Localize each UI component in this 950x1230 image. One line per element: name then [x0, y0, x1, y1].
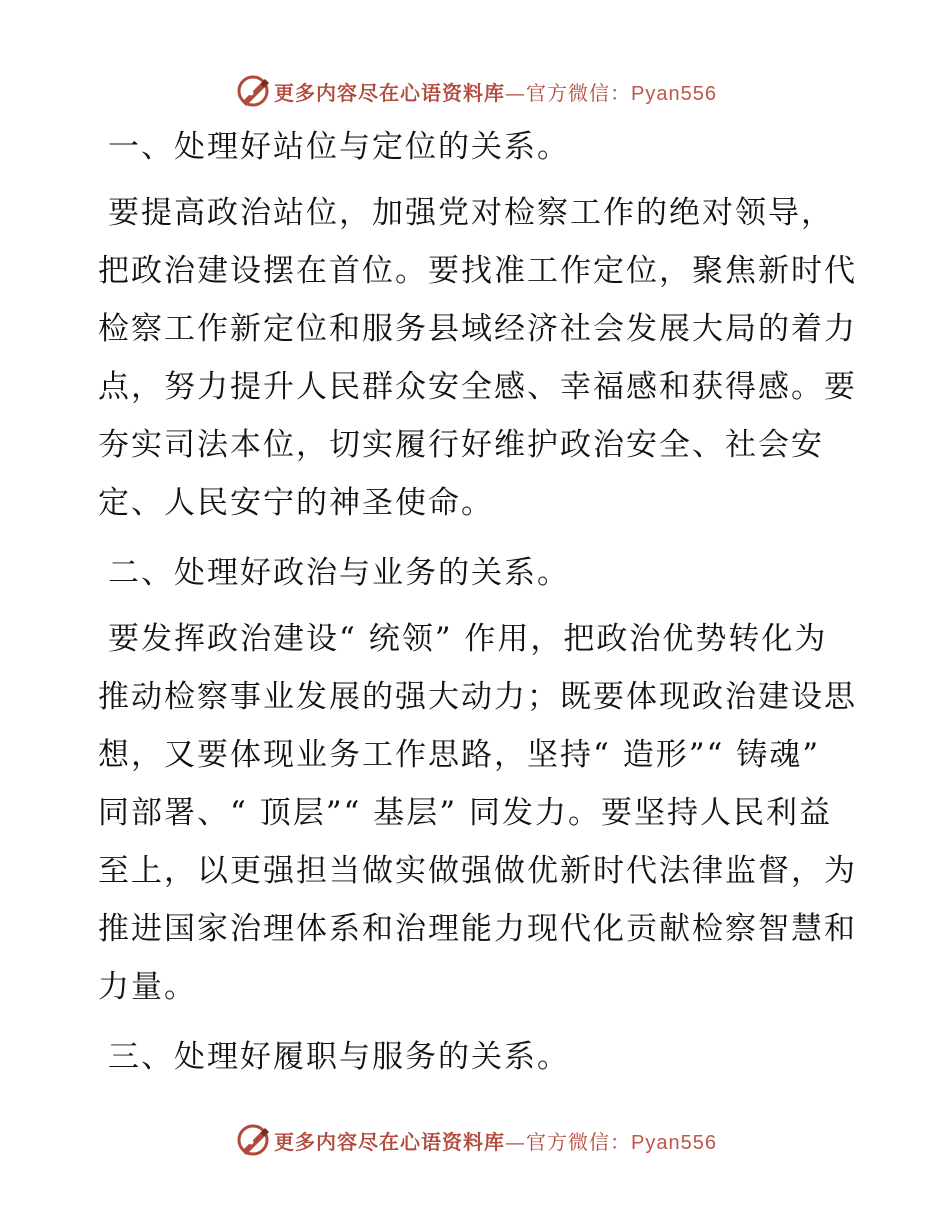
pen-logo-icon — [236, 1123, 270, 1157]
watermark-label: 官方微信： — [526, 80, 631, 105]
document-body — [98, 118, 858, 1094]
section-heading-1: 一、处理好站位与定位的关系。 — [108, 129, 570, 165]
paragraph-1: 要提高政治站位，加强党对检察工作的绝对领导，把政治建设摆在首位。要找准工作定位，聚焦新时代检察工作新定位和服务县域经济社会发展大局的着力点，努力提升人民群众安全感、幸福感和获得感。要夯实司法本位，切实履行好维护政治安全、社会安定、人民安宁的神圣使命。 — [98, 195, 857, 521]
section-heading-3: 三、处理好履职与服务的关系。 — [108, 1039, 570, 1075]
watermark-label: 官方微信： — [526, 1129, 631, 1154]
paragraph-2: 要发挥政治建设“ 统领” 作用，把政治优势转化为推动检察事业发展的强大动力；既要体现政治建设思想，又要体现业务工作思路，坚持“ 造形”“ 铸魂” 同部署、“ 顶层”“ 基层” 同发力。要坚持人民利益至上，以更强担当做实做强做优新时代法律监督，为推进国家治理体系和治理能力现代化贡献检察智慧和力量。 — [98, 621, 857, 1005]
watermark-site-text: 更多内容尽在心语资料库 — [274, 80, 505, 105]
watermark-site-text: 更多内容尽在心语资料库 — [274, 1129, 505, 1154]
watermark-separator: — — [505, 80, 526, 105]
watermark-header — [236, 73, 717, 109]
watermark-separator: — — [505, 1129, 526, 1154]
watermark-id: Pyan556 — [631, 82, 717, 105]
section-heading-2: 二、处理好政治与业务的关系。 — [108, 555, 570, 591]
pen-logo-icon — [236, 74, 270, 108]
watermark-footer — [236, 1122, 717, 1158]
watermark-id: Pyan556 — [631, 1131, 717, 1154]
